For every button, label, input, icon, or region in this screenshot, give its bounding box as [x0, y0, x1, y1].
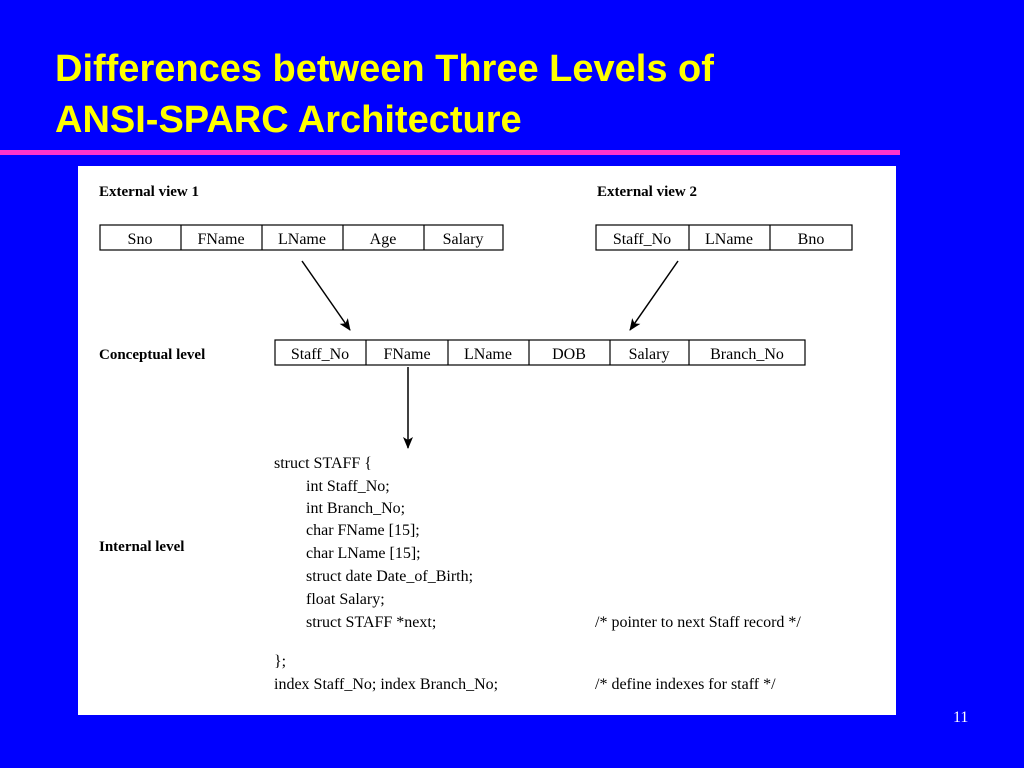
code-line-6: struct date Date_of_Birth; — [306, 568, 474, 585]
code-line-8: struct STAFF *next; — [306, 614, 437, 631]
comment-define-indexes: /* define indexes for staff */ — [595, 676, 776, 693]
title-underline — [0, 150, 900, 155]
code-line-7: float Salary; — [306, 591, 385, 608]
external-view-1-label: External view 1 — [99, 184, 199, 200]
arrow-ev2-to-conceptual — [630, 261, 678, 330]
conceptual-record — [275, 340, 805, 365]
code-line-1: struct STAFF { — [274, 455, 372, 472]
cl-field-staff-no: Staff_No — [290, 346, 350, 363]
ev2-field-bno: Bno — [797, 231, 825, 248]
architecture-diagram — [78, 166, 896, 715]
code-line-4: char FName [15]; — [306, 522, 420, 539]
diagram-canvas — [78, 166, 896, 715]
external-view-2-label: External view 2 — [597, 184, 697, 200]
ev1-field-salary: Salary — [442, 231, 484, 248]
cl-field-dob: DOB — [552, 346, 586, 363]
slide-title-line-2: ANSI-SPARC Architecture — [55, 99, 522, 141]
cl-field-branch-no: Branch_No — [710, 346, 784, 363]
cl-field-lname: LName — [464, 346, 512, 363]
code-line-5: char LName [15]; — [306, 545, 421, 562]
external-view-1-record — [100, 225, 503, 250]
arrow-ev1-to-conceptual — [302, 261, 350, 330]
ev1-field-fname: FName — [197, 231, 245, 248]
ev2-field-staff-no: Staff_No — [612, 231, 672, 248]
code-line-3: int Branch_No; — [306, 500, 406, 517]
cl-field-fname: FName — [383, 346, 431, 363]
code-line-9: }; — [274, 653, 287, 670]
slide-title — [55, 44, 955, 146]
internal-code-block — [274, 455, 801, 693]
cl-field-salary: Salary — [628, 346, 670, 363]
ev1-field-age: Age — [369, 231, 397, 248]
ev1-field-sno: Sno — [127, 231, 153, 248]
conceptual-level-label: Conceptual level — [99, 347, 206, 363]
slide-number: 11 — [953, 709, 969, 726]
external-view-2-record — [596, 225, 852, 250]
ev2-field-lname: LName — [705, 231, 753, 248]
comment-pointer-next: /* pointer to next Staff record */ — [595, 614, 801, 631]
slide-title-line-1: Differences between Three Levels of — [55, 48, 714, 90]
ev1-field-lname: LName — [278, 231, 326, 248]
code-line-10: index Staff_No; index Branch_No; — [274, 676, 499, 693]
internal-level-label: Internal level — [99, 539, 185, 555]
code-line-2: int Staff_No; — [306, 478, 390, 495]
